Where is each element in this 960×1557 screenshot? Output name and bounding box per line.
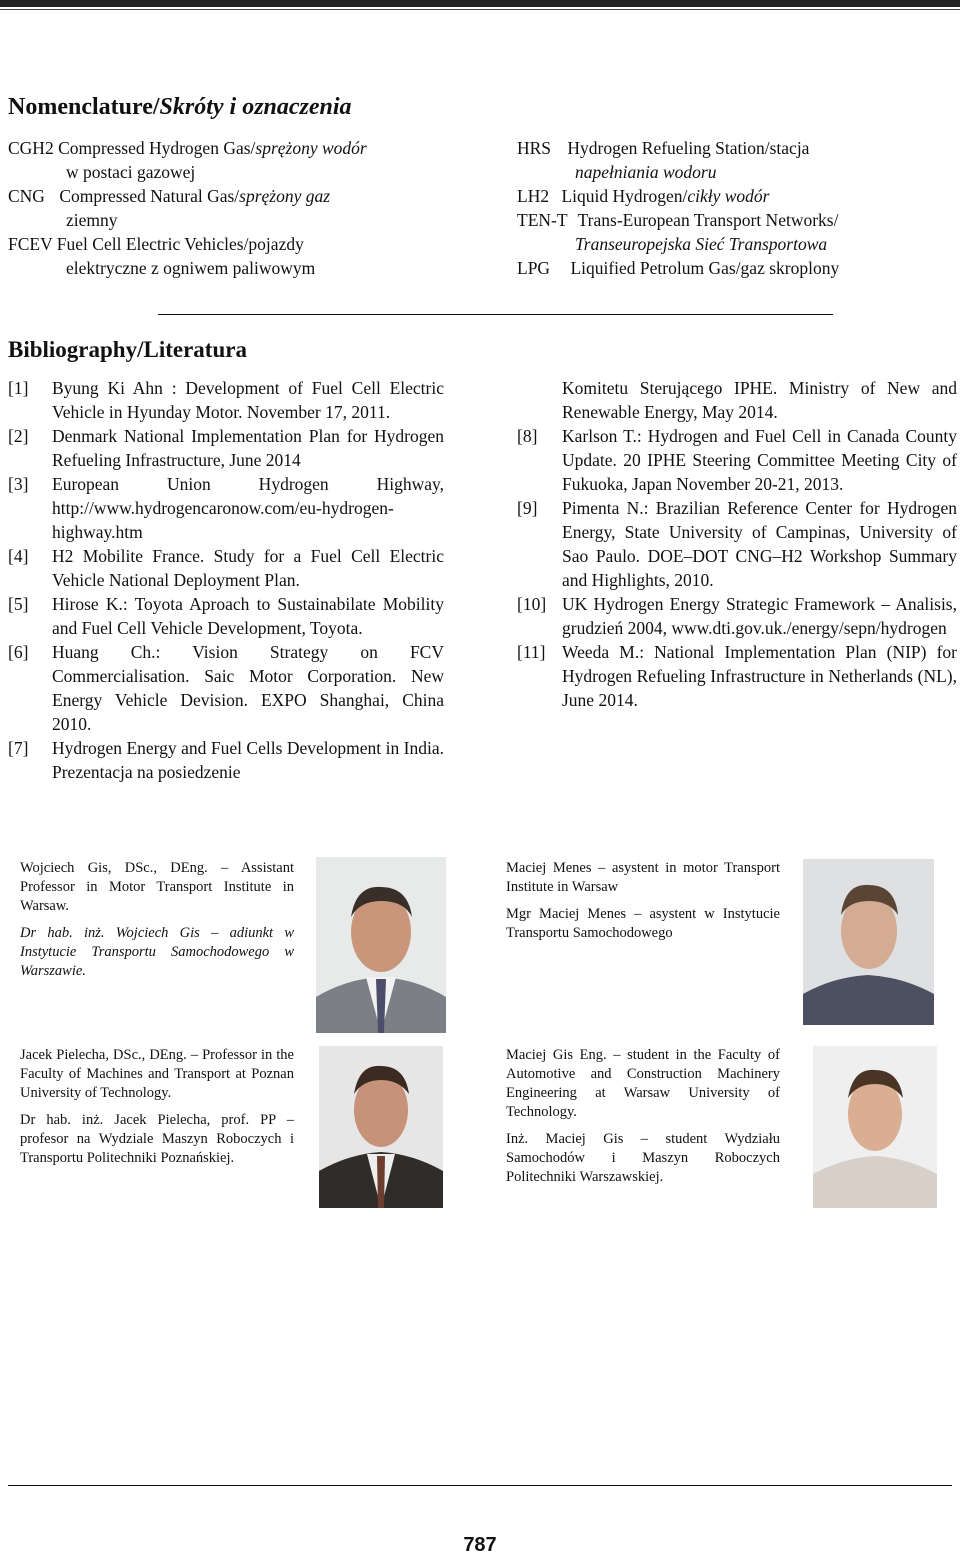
nomenclature-abbr: HRS	[517, 138, 552, 158]
nomenclature-entry	[8, 232, 367, 280]
reference-text: Karlson T.: Hydrogen and Fuel Cell in Canada County Update. 20 IPHE Steering Committee Meeting City of Fukuoka, Japan November 20-21, 2013.	[562, 426, 957, 494]
nomenclature-entry	[517, 136, 839, 184]
reference-item	[517, 496, 957, 592]
bibliography-title: Bibliography/Literatura	[8, 337, 247, 362]
nomenclature-abbr: FCEV	[8, 234, 53, 254]
top-rule	[0, 0, 960, 7]
reference-text: European Union Hydrogen Highway, http://www.hydrogencaronow.com/eu-hydrogen- highway.htm	[52, 474, 444, 542]
reference-number: [3]	[8, 474, 29, 494]
reference-number: [8]	[517, 426, 538, 446]
author-bio-pl: Dr hab. inż. Jacek Pielecha, prof. PP – profesor na Wydziale Maszyn Roboczych i Transportu Politechniki Poznańskiej.	[20, 1112, 294, 1166]
author-bio-gis	[20, 859, 294, 981]
author-bio-gis-maciej	[506, 1046, 780, 1187]
author-photo-gis	[316, 857, 446, 1033]
nomenclature-entry	[517, 184, 839, 208]
reference-item	[8, 376, 444, 424]
nomenclature-def-cont: w postaci gazowej	[66, 162, 196, 182]
nomenclature-entry	[517, 256, 839, 280]
nomenclature-abbr: CGH2	[8, 138, 54, 158]
nomenclature-def: Compressed Hydrogen Gas/	[58, 138, 256, 158]
reference-item	[517, 424, 957, 496]
reference-text: Denmark National Implementation Plan for Hydrogen Refueling Infrastructure, June 2014	[52, 426, 444, 470]
nomenclature-def: Trans-European Transport Networks/	[577, 210, 839, 230]
nomenclature-def-cont: Transeuropejska Sieć Transportowa	[575, 234, 828, 254]
nomenclature-def: Compressed Natural Gas/	[59, 186, 240, 206]
nomenclature-title: Nomenclature/Skróty i oznaczenia	[8, 94, 352, 120]
nomenclature-def-italic: cikły wodór	[687, 186, 770, 206]
reference-text: Huang Ch.: Vision Strategy on FCV Commercialisation. Saic Motor Corporation. New Energy Vehicle Devision. EXPO Shanghai, China 2010.	[52, 642, 444, 734]
nomenclature-abbr: TEN-T	[517, 210, 568, 230]
reference-number: [6]	[8, 642, 29, 662]
author-bio-pielecha	[20, 1046, 294, 1168]
reference-continuation: Komitetu Sterującego IPHE. Ministry of New and Renewable Energy, May 2014.	[562, 378, 957, 422]
reference-text: Weeda M.: National Implementation Plan (NIP) for Hydrogen Refueling Infrastructure in Netherlands (NL), June 2014.	[562, 642, 957, 710]
reference-item	[8, 544, 444, 592]
author-photo-gis-maciej	[813, 1046, 937, 1208]
nomenclature-def-cont: ziemny	[66, 210, 118, 230]
nomenclature-entry	[8, 136, 367, 184]
reference-number: [4]	[8, 546, 29, 566]
reference-item	[8, 736, 444, 784]
author-bio-en: Maciej Gis Eng. – student in the Faculty of Automotive and Construction Machinery Engineering at Warsaw University of Technology.	[506, 1047, 780, 1120]
author-bio-en: Wojciech Gis, DSc., DEng. – Assistant Professor in Motor Transport Institute in Warsaw.	[20, 860, 294, 914]
page-number: 787	[463, 1534, 497, 1556]
reference-item	[517, 592, 957, 640]
nomenclature-def-cont: elektryczne z ogniwem paliwowym	[66, 258, 316, 278]
author-bio-pl: Mgr Maciej Menes – asystent w Instytucie Transportu Samochodowego	[506, 906, 780, 941]
reference-item	[517, 640, 957, 712]
reference-item	[8, 424, 444, 472]
footer-rule	[8, 1485, 952, 1486]
reference-text: H2 Mobilite France. Study for a Fuel Cell Electric Vehicle National Deployment Plan.	[52, 546, 444, 590]
nomenclature-abbr: LPG	[517, 258, 551, 278]
section-divider	[158, 314, 833, 315]
reference-number: [10]	[517, 594, 547, 614]
nomenclature-def-italic: sprężony gaz	[239, 186, 331, 206]
author-bio-menes	[506, 859, 780, 943]
nomenclature-right-column	[517, 136, 839, 280]
reference-text: UK Hydrogen Energy Strategic Framework – Analisis, grudzień 2004, www.dti.gov.uk./energy/sepn/hydrogen	[562, 594, 957, 638]
reference-number: [5]	[8, 594, 29, 614]
reference-text: Byung Ki Ahn : Development of Fuel Cell Electric Vehicle in Hyunday Motor. November 17, 2011.	[52, 378, 444, 422]
nomenclature-abbr: LH2	[517, 186, 550, 206]
nomenclature-def: Hydrogen Refueling Station/stacja	[567, 138, 810, 158]
reference-text: Pimenta N.: Brazilian Reference Center for Hydrogen Energy, State University of Campinas, University of Sao Paulo. DOE–DOT CNG–H2 Workshop Summary and Highlights, 2010.	[562, 498, 957, 590]
nomenclature-def: Fuel Cell Electric Vehicles/pojazdy	[56, 234, 304, 254]
nomenclature-abbr: CNG	[8, 186, 45, 206]
reference-number: [7]	[8, 738, 29, 758]
nomenclature-left-column	[8, 136, 367, 280]
reference-number: [11]	[517, 642, 546, 662]
reference-item	[8, 472, 444, 544]
author-photo-menes	[803, 859, 934, 1025]
nomenclature-entry	[517, 208, 839, 256]
reference-number: [9]	[517, 498, 538, 518]
author-bio-en: Jacek Pielecha, DSc., DEng. – Professor in the Faculty of Machines and Transport at Poznan University of Technology.	[20, 1047, 294, 1101]
reference-item	[8, 640, 444, 736]
bibliography-left-column	[8, 376, 444, 784]
top-rule-thin	[0, 9, 960, 10]
reference-item	[8, 592, 444, 640]
nomenclature-def: Liquified Petrolum Gas/gaz skroplony	[570, 258, 840, 278]
nomenclature-def-italic: sprężony wodór	[255, 138, 367, 158]
nomenclature-entry	[8, 184, 367, 232]
author-photo-pielecha	[319, 1046, 443, 1208]
reference-number: [1]	[8, 378, 29, 398]
author-bio-en: Maciej Menes – asystent in motor Transport Institute in Warsaw	[506, 860, 780, 895]
author-bio-pl: Inż. Maciej Gis – student Wydziału Samochodów i Maszyn Roboczych Politechniki Warszawskiej.	[506, 1131, 780, 1185]
nomenclature-def-cont: napełniania wodoru	[575, 162, 717, 182]
author-bio-pl: Dr hab. inż. Wojciech Gis – adiunkt w Instytucie Transportu Samochodowego w Warszawie.	[20, 925, 294, 979]
reference-text: Hirose K.: Toyota Aproach to Sustainabilate Mobility and Fuel Cell Vehicle Development, Toyota.	[52, 594, 444, 638]
reference-number: [2]	[8, 426, 29, 446]
bibliography-right-column	[517, 376, 957, 712]
nomenclature-def: Liquid Hydrogen/	[561, 186, 688, 206]
reference-text: Hydrogen Energy and Fuel Cells Development in India. Prezentacja na posiedzenie	[52, 738, 444, 782]
